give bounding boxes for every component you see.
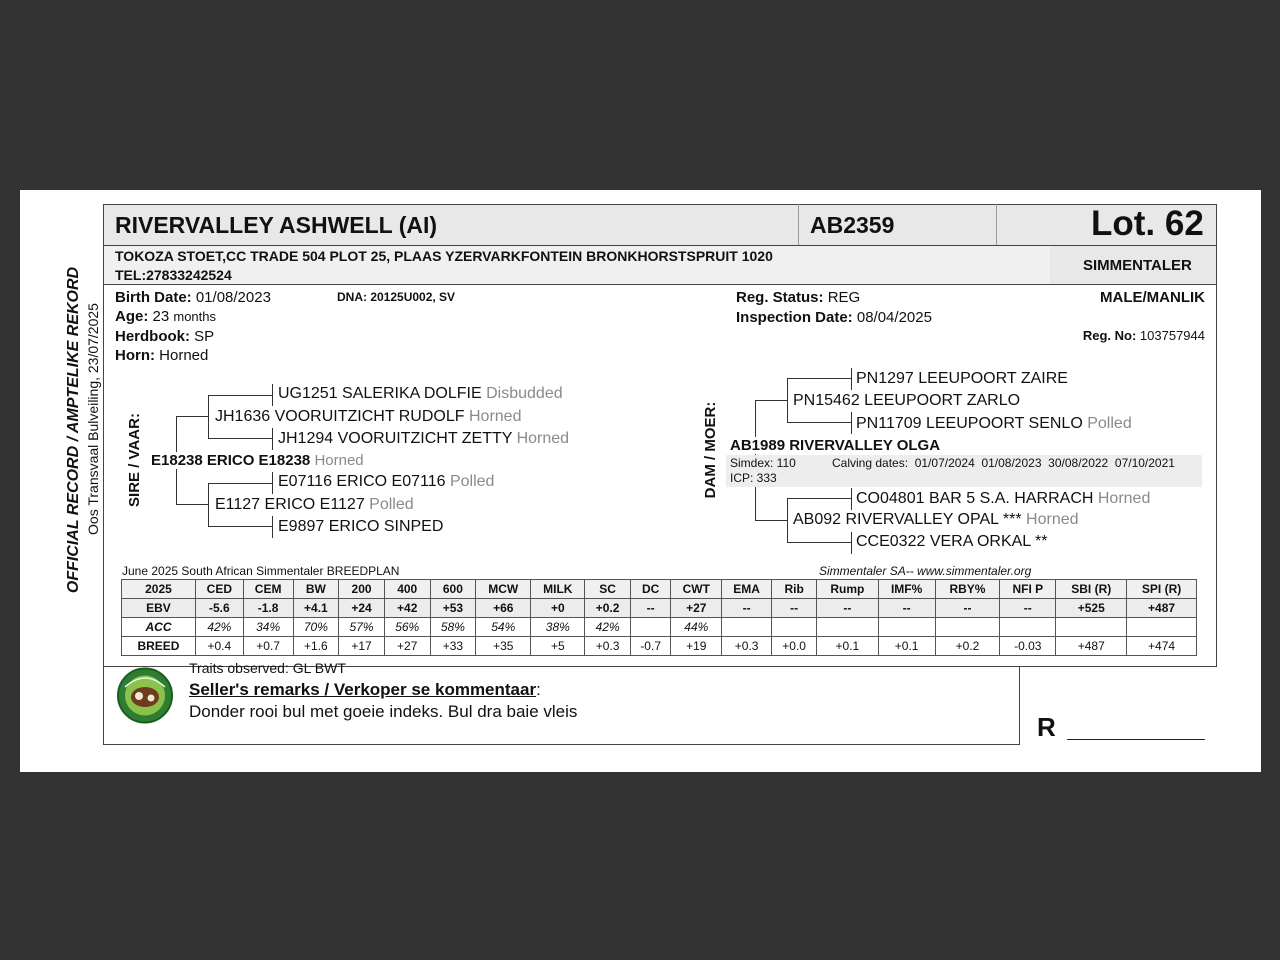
dam-sire: [793, 392, 1022, 410]
sire-sd-horn: Horned: [516, 430, 570, 447]
dam-line: [787, 498, 788, 542]
ebv-cell: +24: [339, 599, 385, 618]
header-divider-2: [996, 204, 997, 246]
header-cell: MILK: [531, 580, 585, 599]
dam-calving: Calving dates: 01/07/2024 01/08/2023 30/08/2022 07/10/2021: [832, 456, 1175, 470]
reg-status-value: REG: [827, 289, 861, 306]
sex: MALE/MANLIK: [1100, 289, 1205, 306]
acc-cell: [630, 618, 670, 637]
dam-line: [851, 488, 852, 510]
ebv-cell: EBV: [122, 599, 196, 618]
breedplan-title: June 2025 South African Simmentaler BREEDPLAN: [122, 564, 400, 578]
sire-ds: [278, 473, 496, 491]
header-cell: CED: [195, 580, 243, 599]
age: [115, 308, 216, 325]
acc-cell: 38%: [531, 618, 585, 637]
dam-line: [755, 520, 787, 521]
dna-info: DNA: 20125U002, SV: [337, 290, 456, 304]
catalogue-sheet: [20, 190, 1261, 772]
ebv-cell: +487: [1127, 599, 1197, 618]
sire-line: [272, 472, 273, 494]
sire-line: [272, 428, 273, 450]
acc-cell: 42%: [585, 618, 631, 637]
sire-dd: [278, 518, 445, 536]
sire-line: [176, 416, 208, 417]
breed-cell: +1.6: [293, 637, 339, 656]
ebv-cell: +0: [531, 599, 585, 618]
acc-cell: 44%: [671, 618, 722, 637]
dam-dd-name: CCE0322 VERA ORKAL **: [856, 533, 1048, 550]
acc-cell: [1127, 618, 1197, 637]
dam-sd-horn: Polled: [1087, 415, 1132, 432]
breed-name: SIMMENTALER: [1083, 257, 1192, 274]
table-row-ebv: [122, 599, 1197, 618]
breeder-tel: TEL:27833242524: [115, 267, 232, 283]
header-cell: SC: [585, 580, 631, 599]
sire-self: [151, 452, 366, 469]
sire-self-name: E18238 ERICO E18238: [151, 452, 311, 469]
horn-status: [115, 347, 208, 364]
breed-cell: BREED: [122, 637, 196, 656]
dam-dd: [856, 533, 1050, 551]
dam-sd-name: PN11709 LEEUPOORT SENLO: [856, 415, 1083, 432]
ebv-cell: +525: [1056, 599, 1127, 618]
acc-cell: 34%: [243, 618, 293, 637]
sire-line: [272, 384, 273, 406]
breed-cell: +0.3: [585, 637, 631, 656]
sire-line: [208, 483, 272, 484]
reg-status-label: Reg. Status:: [736, 289, 824, 306]
ebv-cell: +53: [430, 599, 476, 618]
header-divider-1: [798, 204, 799, 246]
horn-value: Horned: [159, 347, 209, 364]
ebv-cell: +66: [476, 599, 531, 618]
dam-line: [851, 368, 852, 390]
ebv-cell: -1.8: [243, 599, 293, 618]
header-cell: 200: [339, 580, 385, 599]
official-record-label: OFFICIAL RECORD / AMPTELIKE REKORD: [65, 266, 82, 594]
sire-line: [176, 504, 208, 505]
acc-cell: [817, 618, 878, 637]
breed-cell: +5: [531, 637, 585, 656]
dam-label: DAM / MOER:: [702, 401, 719, 499]
breed-cell: +0.3: [722, 637, 772, 656]
sire-dam-horn: Polled: [369, 496, 414, 513]
sire-line: [208, 483, 209, 526]
header-cell: 2025: [122, 580, 196, 599]
sire-label: SIRE / VAAR:: [126, 413, 143, 507]
dam-line: [787, 498, 851, 499]
sire-line: [208, 526, 272, 527]
sire-sd: [278, 430, 571, 448]
header-cell: NFI P: [1000, 580, 1056, 599]
breed-cell: +33: [430, 637, 476, 656]
dam-line: [787, 542, 851, 543]
breed-cell: -0.03: [1000, 637, 1056, 656]
acc-cell: [1056, 618, 1127, 637]
dam-sd: [856, 415, 1134, 433]
reg-no: [1083, 328, 1205, 343]
dam-ss-name: PN1297 LEEUPOORT ZAIRE: [856, 370, 1068, 387]
header-cell: CEM: [243, 580, 293, 599]
dam-line: [851, 412, 852, 434]
breed-cell: -0.7: [630, 637, 670, 656]
inspection-value: 08/04/2025: [856, 309, 932, 326]
acc-cell: [878, 618, 935, 637]
sire-ss: [278, 385, 565, 403]
header-cell: CWT: [671, 580, 722, 599]
header-cell: Rump: [817, 580, 878, 599]
sire-line: [208, 395, 272, 396]
acc-cell: 42%: [195, 618, 243, 637]
breed-cell: +19: [671, 637, 722, 656]
acc-cell: 54%: [476, 618, 531, 637]
table-header-row: [122, 580, 1197, 599]
ebv-cell: +42: [384, 599, 430, 618]
sire-self-horn: Horned: [314, 452, 364, 469]
breeder-address: TOKOZA STOET,CC TRADE 504 PLOT 25, PLAAS YZERVARKFONTEIN BRONKHORSTSPRUIT 1020: [115, 248, 773, 264]
acc-cell: 58%: [430, 618, 476, 637]
inspection-label: Inspection Date:: [736, 309, 853, 326]
header-cell: Rib: [772, 580, 817, 599]
ebv-cell: +27: [671, 599, 722, 618]
animal-id: AB2359: [810, 212, 895, 238]
remarks-heading: [189, 680, 541, 700]
breed-cell: +0.7: [243, 637, 293, 656]
ebv-cell: -5.6: [195, 599, 243, 618]
dam-sire-name: PN15462 LEEUPOORT ZARLO: [793, 392, 1021, 409]
dam-ds-horn: Horned: [1097, 490, 1151, 507]
breed-cell: +0.4: [195, 637, 243, 656]
acc-cell: [1000, 618, 1056, 637]
herdbook-label: Herdbook:: [115, 328, 190, 345]
signature-line[interactable]: [1067, 739, 1205, 740]
header-cell: 400: [384, 580, 430, 599]
ebv-cell: --: [817, 599, 878, 618]
ebv-cell: --: [1000, 599, 1056, 618]
dam-ds: [856, 490, 1152, 508]
herdbook-value: SP: [194, 328, 215, 345]
header-cell: SBI (R): [1056, 580, 1127, 599]
acc-cell: [935, 618, 1000, 637]
dam-line: [787, 378, 851, 379]
table-row-breed: [122, 637, 1197, 656]
sire-dd-name: E9897 ERICO SINPED: [278, 518, 444, 535]
breed-cell: +35: [476, 637, 531, 656]
header-cell: 600: [430, 580, 476, 599]
table-row-acc: [122, 618, 1197, 637]
birth-date: [115, 289, 271, 306]
remarks-title: Seller's remarks / Verkoper se kommentaar: [189, 680, 537, 699]
r-label: R: [1037, 712, 1056, 742]
ebv-cell: +0.2: [585, 599, 631, 618]
sale-label: Oos Transvaal Bulveiling, 23/07/2025: [85, 303, 101, 535]
acc-cell: [722, 618, 772, 637]
reg-no-value: 103757944: [1139, 328, 1205, 343]
sire-dam: [215, 496, 416, 514]
sire-ss-horn: Disbudded: [486, 385, 563, 402]
dam-line: [755, 400, 787, 401]
acc-cell: 57%: [339, 618, 385, 637]
dam-dam-name: AB092 RIVERVALLEY OPAL ***: [793, 511, 1022, 528]
breed-cell: +487: [1056, 637, 1127, 656]
breed-cell: +27: [384, 637, 430, 656]
age-value: 23: [152, 308, 170, 325]
inspection-date: [736, 309, 932, 326]
dam-dam-horn: Horned: [1026, 511, 1079, 528]
dam-icp: ICP: 333: [730, 471, 777, 485]
sire-sd-name: JH1294 VOORUITZICHT ZETTY: [278, 430, 513, 447]
reg-status: [736, 289, 860, 306]
remarks-colon: :: [536, 680, 541, 699]
acc-cell: 56%: [384, 618, 430, 637]
dam-ds-name: CO04801 BAR 5 S.A. HARRACH: [856, 490, 1094, 507]
acc-cell: 70%: [293, 618, 339, 637]
dam-dam: [793, 511, 1081, 529]
breed-cell: +474: [1127, 637, 1197, 656]
ebv-cell: --: [772, 599, 817, 618]
ebv-cell: --: [935, 599, 1000, 618]
header-cell: MCW: [476, 580, 531, 599]
birth-date-value: 01/08/2023: [195, 289, 271, 306]
header-cell: EMA: [722, 580, 772, 599]
breed-cell: +0.1: [878, 637, 935, 656]
ebv-cell: --: [630, 599, 670, 618]
dam-ss: [856, 370, 1070, 388]
remarks-text: Donder rooi bul met goeie indeks. Bul dra baie vleis: [189, 702, 578, 721]
dam-line: [851, 532, 852, 554]
breedplan-source: Simmentaler SA-- www.simmentaler.org: [819, 564, 1032, 578]
reg-no-label: Reg. No:: [1082, 328, 1137, 343]
dam-self-name: AB1989 RIVERVALLEY OLGA: [730, 437, 941, 454]
dam-line: [787, 422, 851, 423]
breedplan-table: [121, 579, 1197, 656]
sire-ds-name: E07116 ERICO E07116: [278, 473, 446, 490]
breed-cell: +17: [339, 637, 385, 656]
sire-line: [208, 438, 272, 439]
sire-sire: [215, 408, 523, 426]
header-cell: RBY%: [935, 580, 1000, 599]
acc-cell: [772, 618, 817, 637]
breed-cell: +0.1: [817, 637, 878, 656]
horn-label: Horn:: [115, 347, 155, 364]
animal-name: RIVERVALLEY ASHWELL (AI): [115, 212, 438, 238]
herdbook: [115, 328, 214, 345]
age-label: Age:: [115, 308, 149, 325]
age-unit: months: [173, 309, 217, 324]
traits-observed: Traits observed: GL BWT: [189, 660, 346, 676]
breed-cell: +0.2: [935, 637, 1000, 656]
breed-cell: +0.0: [772, 637, 817, 656]
header-cell: BW: [293, 580, 339, 599]
sire-sire-horn: Horned: [468, 408, 522, 425]
ebv-cell: --: [878, 599, 935, 618]
sire-line: [208, 395, 209, 438]
dam-line: [787, 378, 788, 422]
sire-ds-horn: Polled: [449, 473, 495, 490]
sire-sire-name: JH1636 VOORUITZICHT RUDOLF: [215, 408, 465, 425]
sire-line: [272, 516, 273, 538]
society-logo: [115, 667, 175, 724]
ebv-cell: --: [722, 599, 772, 618]
header-cell: IMF%: [878, 580, 935, 599]
ebv-cell: +4.1: [293, 599, 339, 618]
acc-cell: ACC: [122, 618, 196, 637]
birth-date-label: Birth Date:: [115, 289, 192, 306]
sire-ss-name: UG1251 SALERIKA DOLFIE: [278, 385, 482, 402]
dam-simdex: Simdex: 110: [730, 456, 796, 470]
header-cell: SPI (R): [1127, 580, 1197, 599]
lot-number: Lot. 62: [1091, 204, 1204, 243]
sire-dam-name: E1127 ERICO E1127: [215, 496, 365, 513]
header-cell: DC: [630, 580, 670, 599]
